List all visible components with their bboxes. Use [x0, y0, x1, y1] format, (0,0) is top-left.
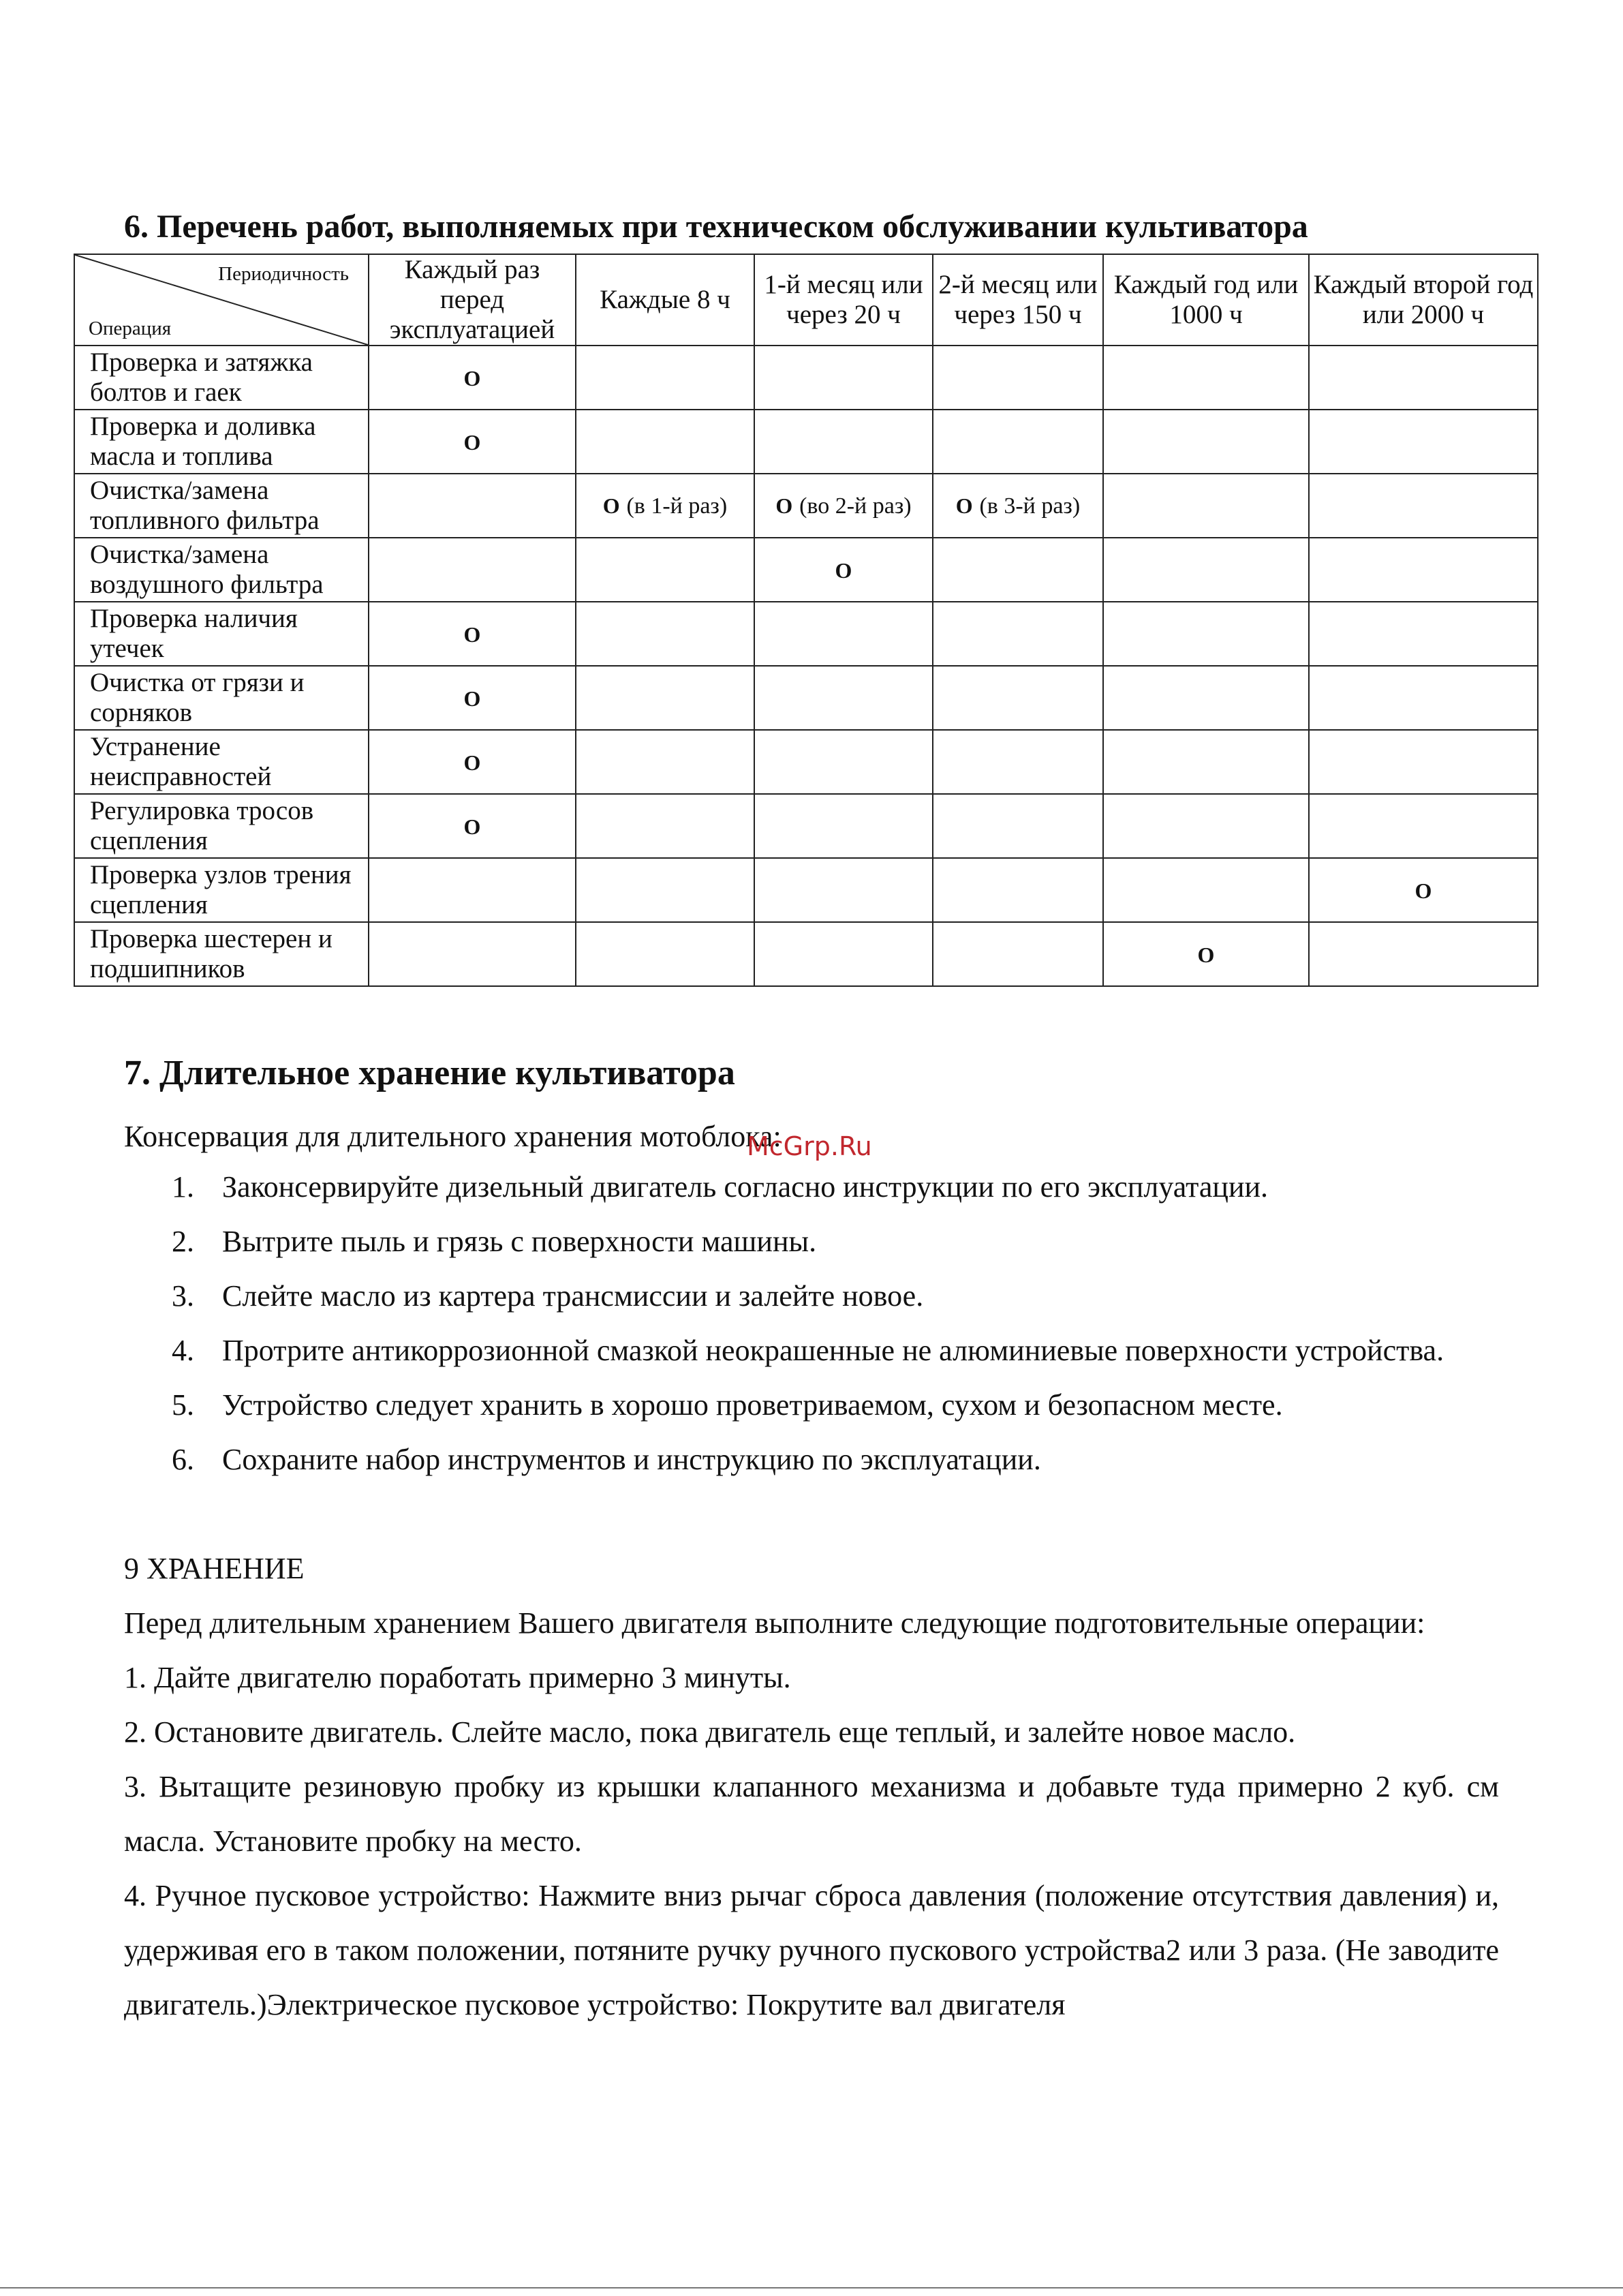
- column-header: Каждый второй год или 2000 ч: [1309, 254, 1538, 346]
- list-item-number: 1.: [172, 1170, 194, 1204]
- schedule-cell: [933, 602, 1103, 666]
- operation-cell: Очистка от грязи и сорняков: [74, 666, 369, 730]
- schedule-cell: [1103, 666, 1309, 730]
- schedule-cell: [1103, 474, 1309, 538]
- table-row: [74, 922, 1538, 986]
- list-item-number: 6.: [172, 1443, 194, 1476]
- schedule-cell: [933, 794, 1103, 858]
- maintenance-mark: O: [775, 493, 793, 518]
- section7-intro: Консервация для длительного хранения мотоблока:: [124, 1120, 782, 1153]
- schedule-cell: [369, 538, 576, 602]
- schedule-cell: [369, 858, 576, 922]
- table-row: [74, 794, 1538, 858]
- schedule-cell: [1103, 410, 1309, 474]
- schedule-cell: [754, 538, 933, 602]
- interval-note: (в 3-й раз): [979, 493, 1081, 519]
- table-row: [74, 346, 1538, 410]
- corner-header-cell: [74, 254, 369, 346]
- schedule-cell: [933, 410, 1103, 474]
- list-item-number: 2.: [172, 1225, 194, 1258]
- table-row: [74, 730, 1538, 794]
- schedule-cell: [369, 730, 576, 794]
- maintenance-mark: O: [463, 365, 481, 391]
- schedule-cell: [933, 858, 1103, 922]
- schedule-cell: [933, 474, 1103, 538]
- section6-title: 6. Перечень работ, выполняемых при техническом обслуживании культиватора: [124, 209, 1308, 245]
- schedule-cell: [1103, 346, 1309, 410]
- table-row: [74, 474, 1538, 538]
- list-item: [124, 1160, 1499, 1214]
- schedule-cell: [369, 666, 576, 730]
- schedule-cell: [576, 666, 754, 730]
- schedule-cell: [1309, 410, 1538, 474]
- schedule-cell: [1103, 730, 1309, 794]
- schedule-cell: [576, 922, 754, 986]
- operation-cell: Проверка шестерен и подшипников: [74, 922, 369, 986]
- interval-note: (в 1-й раз): [626, 493, 728, 519]
- schedule-cell: [933, 346, 1103, 410]
- maintenance-mark: O: [463, 686, 481, 711]
- watermark-text: McGrp.Ru: [747, 1131, 872, 1161]
- schedule-cell: [754, 730, 933, 794]
- schedule-cell: [933, 666, 1103, 730]
- maintenance-table: [74, 254, 1539, 987]
- column-header: Каждый год или 1000 ч: [1103, 254, 1309, 346]
- list-item-number: 4.: [172, 1334, 194, 1367]
- operation-cell: Проверка наличия утечек: [74, 602, 369, 666]
- list-item-text: Вытрите пыль и грязь с поверхности машины.: [222, 1225, 817, 1258]
- schedule-cell: [1309, 858, 1538, 922]
- schedule-cell: [754, 922, 933, 986]
- schedule-cell: [1309, 602, 1538, 666]
- storage-steps-list: [124, 1160, 1499, 1487]
- schedule-cell: [754, 346, 933, 410]
- operation-cell: Проверка узлов трения сцепления: [74, 858, 369, 922]
- list-item-text: Законсервируйте дизельный двигатель согласно инструкции по его эксплуатации.: [222, 1170, 1269, 1204]
- list-item-text: Устройство следует хранить в хорошо проветриваемом, сухом и безопасном месте.: [222, 1388, 1283, 1422]
- maintenance-mark: O: [1415, 878, 1432, 903]
- section9-paragraph: Перед длительным хранением Вашего двигателя выполните следующие подготовительные операции:: [124, 1606, 1425, 1640]
- maintenance-mark: O: [835, 557, 852, 583]
- section9-paragraph: 4. Ручное пусковое устройство: Нажмите вниз рычаг сброса давления (положение отсутствия давления) и, удерживая его в таком положении, потяните ручку ручного пускового устройства2 или 3 раза. (Не заводите двигатель.)Электрическое пусковое устройство: Покрутите вал двигателя: [124, 1879, 1499, 2021]
- section9-title: 9 ХРАНЕНИЕ: [124, 1552, 305, 1585]
- schedule-cell: [576, 346, 754, 410]
- operation-cell: Очистка/замена топливного фильтра: [74, 474, 369, 538]
- list-item-text: Сохраните набор инструментов и инструкцию по эксплуатации.: [222, 1443, 1041, 1476]
- schedule-cell: [933, 922, 1103, 986]
- list-item: [124, 1433, 1499, 1487]
- operation-label: Операция: [89, 318, 172, 339]
- list-item: [124, 1214, 1499, 1269]
- schedule-cell: [754, 410, 933, 474]
- list-item: [124, 1269, 1499, 1323]
- schedule-cell: [754, 858, 933, 922]
- list-item: [124, 1378, 1499, 1433]
- maintenance-mark: O: [463, 429, 481, 455]
- schedule-cell: [1103, 602, 1309, 666]
- schedule-cell: [1309, 666, 1538, 730]
- schedule-cell: [369, 474, 576, 538]
- list-item: [124, 1323, 1499, 1378]
- schedule-cell: [933, 730, 1103, 794]
- list-item-text: Протрите антикоррозионной смазкой неокрашенные не алюминиевые поверхности устройства.: [222, 1334, 1444, 1367]
- schedule-cell: [576, 602, 754, 666]
- maintenance-mark: O: [463, 750, 481, 775]
- schedule-cell: [1309, 922, 1538, 986]
- schedule-cell: [754, 666, 933, 730]
- schedule-cell: [1103, 922, 1309, 986]
- table-row: [74, 410, 1538, 474]
- section9-paragraph: 1. Дайте двигателю поработать примерно 3 минуты.: [124, 1661, 791, 1694]
- list-item-number: 3.: [172, 1279, 194, 1313]
- maintenance-mark: O: [955, 493, 973, 518]
- section7-title: 7. Длительное хранение культиватора: [124, 1054, 735, 1092]
- schedule-cell: [1309, 794, 1538, 858]
- operation-cell: Очистка/замена воздушного фильтра: [74, 538, 369, 602]
- schedule-cell: [1103, 794, 1309, 858]
- column-header: Каждый раз перед эксплуатацией: [369, 254, 576, 346]
- schedule-cell: [1309, 730, 1538, 794]
- periodicity-label: Периодичность: [218, 263, 349, 285]
- schedule-cell: [576, 538, 754, 602]
- schedule-cell: [1309, 538, 1538, 602]
- section9-block: [124, 1542, 1499, 2032]
- table-row: [74, 538, 1538, 602]
- section9-paragraph: 3. Вытащите резиновую пробку из крышки клапанного механизма и добавьте туда примерно 2 куб. см масла. Установите пробку на место.: [124, 1770, 1499, 1858]
- operation-cell: Регулировка тросов сцепления: [74, 794, 369, 858]
- schedule-cell: [369, 922, 576, 986]
- section9-paragraph: 2. Остановите двигатель. Слейте масло, пока двигатель еще теплый, и залейте новое масло.: [124, 1715, 1296, 1749]
- schedule-cell: [369, 346, 576, 410]
- schedule-cell: [576, 858, 754, 922]
- schedule-cell: [576, 730, 754, 794]
- maintenance-mark: O: [463, 814, 481, 839]
- schedule-cell: [369, 410, 576, 474]
- column-header: Каждые 8 ч: [576, 254, 754, 346]
- schedule-cell: [754, 474, 933, 538]
- schedule-cell: [754, 794, 933, 858]
- schedule-cell: [576, 410, 754, 474]
- schedule-cell: [369, 794, 576, 858]
- schedule-cell: [576, 794, 754, 858]
- schedule-cell: [754, 602, 933, 666]
- operation-cell: Проверка и доливка масла и топлива: [74, 410, 369, 474]
- schedule-cell: [1103, 858, 1309, 922]
- schedule-cell: [1309, 474, 1538, 538]
- schedule-cell: [933, 538, 1103, 602]
- schedule-cell: [369, 602, 576, 666]
- interval-note: (во 2-й раз): [799, 493, 912, 519]
- schedule-cell: [1103, 538, 1309, 602]
- maintenance-mark: O: [602, 493, 620, 518]
- schedule-cell: [576, 474, 754, 538]
- page-bottom-divider: [0, 2287, 1623, 2289]
- schedule-cell: [1309, 346, 1538, 410]
- list-item-text: Слейте масло из картера трансмиссии и залейте новое.: [222, 1279, 924, 1313]
- maintenance-mark: O: [463, 622, 481, 647]
- column-header: 2-й месяц или через 150 ч: [933, 254, 1103, 346]
- maintenance-mark: O: [1197, 942, 1215, 967]
- table-row: [74, 602, 1538, 666]
- table-row: [74, 858, 1538, 922]
- operation-cell: Устранение неисправностей: [74, 730, 369, 794]
- table-header-row: [74, 254, 1538, 346]
- list-item-number: 5.: [172, 1388, 194, 1422]
- column-header: 1-й месяц или через 20 ч: [754, 254, 933, 346]
- operation-cell: Проверка и затяжка болтов и гаек: [74, 346, 369, 410]
- table-row: [74, 666, 1538, 730]
